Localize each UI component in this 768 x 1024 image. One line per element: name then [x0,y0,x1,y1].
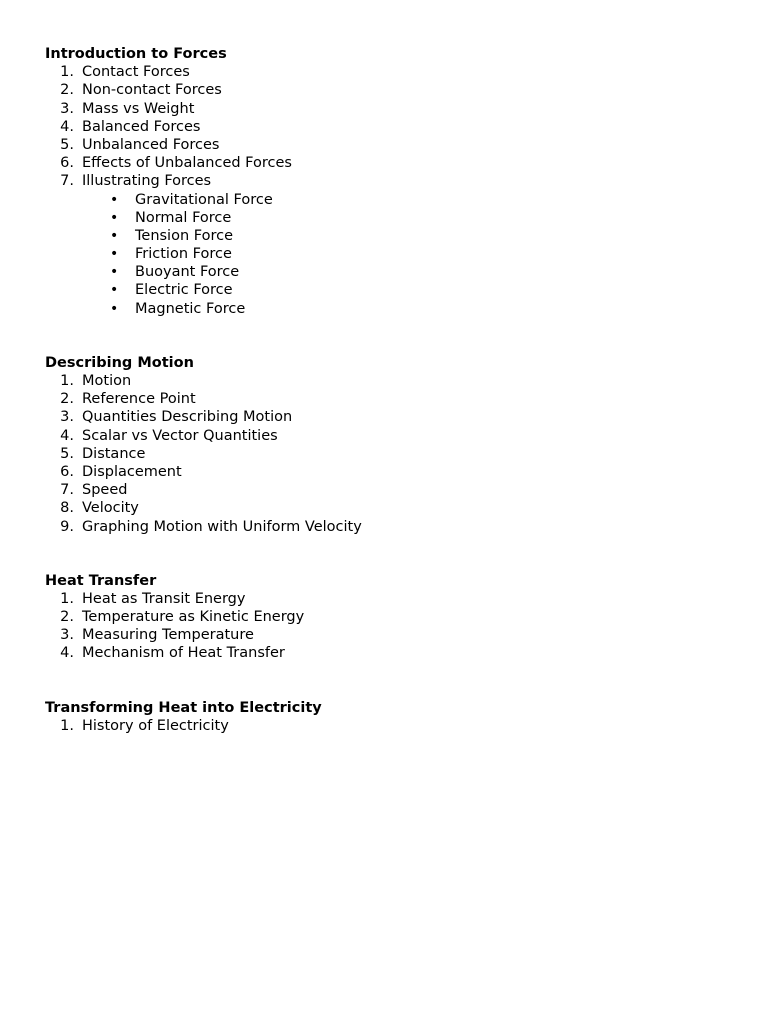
list-item-number: 2. [60,391,74,408]
numbered-list-item [45,390,745,408]
bullet-icon: • [110,264,119,281]
list-item-number: 4. [60,645,74,662]
list-item-label: Contact Forces [82,64,190,81]
outline-section [45,699,745,735]
list-item-number: 2. [60,82,74,99]
numbered-list-item [45,445,745,463]
outline-section [45,572,745,663]
list-item-label: Non-contact Forces [82,82,222,99]
numbered-list-item [45,499,745,517]
list-item-label: Measuring Temperature [82,627,254,644]
list-item-number: 4. [60,427,74,444]
numbered-list-item [45,136,745,154]
list-item-number: 5. [60,445,74,462]
list-item-label: Displacement [82,463,182,480]
numbered-list-item [45,590,745,608]
bulleted-item-label: Electric Force [135,282,233,299]
bulleted-item-label: Normal Force [135,209,232,226]
bullet-icon: • [110,209,119,226]
bulleted-item-label: Tension Force [135,227,233,244]
bullet-icon: • [110,191,119,208]
list-item-number: 9. [60,518,74,535]
list-item-label: Quantities Describing Motion [82,409,293,426]
list-item-label: Scalar vs Vector Quantities [82,427,278,444]
list-item-number: 7. [60,173,74,190]
list-item-label: Distance [82,445,146,462]
numbered-list-item [45,717,745,735]
list-item-number: 5. [60,136,74,153]
numbered-list-item [45,408,745,426]
list-item-label: Illustrating Forces [82,173,212,190]
list-item-number: 1. [60,373,74,389]
list-item-label: Mechanism of Heat Transfer [82,645,285,662]
list-item-label: Speed [82,482,128,499]
list-item-number: 3. [60,409,74,426]
bulleted-list-item [45,281,745,299]
bullet-icon: • [110,246,119,263]
numbered-list-item [45,81,745,99]
bulleted-list-item [45,245,745,263]
bulleted-list-item [45,209,745,227]
list-item-number: 2. [60,609,74,626]
list-item-number: 6. [60,155,74,172]
bulleted-item-label: Gravitational Force [135,191,273,208]
numbered-list-item [45,154,745,172]
list-item-label: Temperature as Kinetic Energy [82,609,305,626]
list-item-number: 7. [60,482,74,499]
section-heading: Heat Transfer [45,572,157,589]
bullet-icon: • [110,227,119,244]
list-item-label: Velocity [82,500,139,517]
list-item-number: 1. [60,590,74,607]
list-item-number: 1. [60,64,74,81]
bullet-icon: • [110,300,119,317]
bulleted-item-label: Friction Force [135,246,232,263]
list-item-label: Motion [82,373,132,389]
list-item-number: 6. [60,463,74,480]
list-item-label: Balanced Forces [82,118,201,135]
section-heading: Describing Motion [45,354,194,371]
numbered-list-item [45,118,745,136]
numbered-list-item [45,372,745,390]
section-heading: Transforming Heat into Electricity [45,699,322,716]
bulleted-list-item [45,227,745,245]
bulleted-item-label: Magnetic Force [135,300,246,317]
numbered-list-item [45,172,745,190]
list-item-label: Effects of Unbalanced Forces [82,155,292,172]
numbered-list-item [45,463,745,481]
list-item-number: 4. [60,118,74,135]
numbered-list-item [45,63,745,81]
numbered-list-item [45,518,745,536]
document-body [45,45,745,771]
outline-section [45,354,745,536]
list-item-label: Mass vs Weight [82,100,195,117]
bullet-icon: • [110,282,119,299]
bulleted-item-label: Buoyant Force [135,264,240,281]
numbered-list-item [45,644,745,662]
numbered-list-item [45,100,745,118]
list-item-label: Heat as Transit Energy [82,590,246,607]
list-item-number: 3. [60,100,74,117]
bulleted-list-item [45,300,745,318]
bulleted-list-item [45,191,745,209]
list-item-label: History of Electricity [82,717,229,734]
list-item-number: 8. [60,500,74,517]
numbered-list-item [45,608,745,626]
list-item-number: 1. [60,717,74,734]
section-heading: Introduction to Forces [45,46,227,62]
numbered-list-item [45,481,745,499]
numbered-list-item [45,427,745,445]
numbered-list-item [45,626,745,644]
bulleted-list-item [45,263,745,281]
list-item-label: Graphing Motion with Uniform Velocity [82,518,362,535]
list-item-label: Unbalanced Forces [82,136,220,153]
outline-section [45,45,745,318]
list-item-label: Reference Point [82,391,196,408]
list-item-number: 3. [60,627,74,644]
